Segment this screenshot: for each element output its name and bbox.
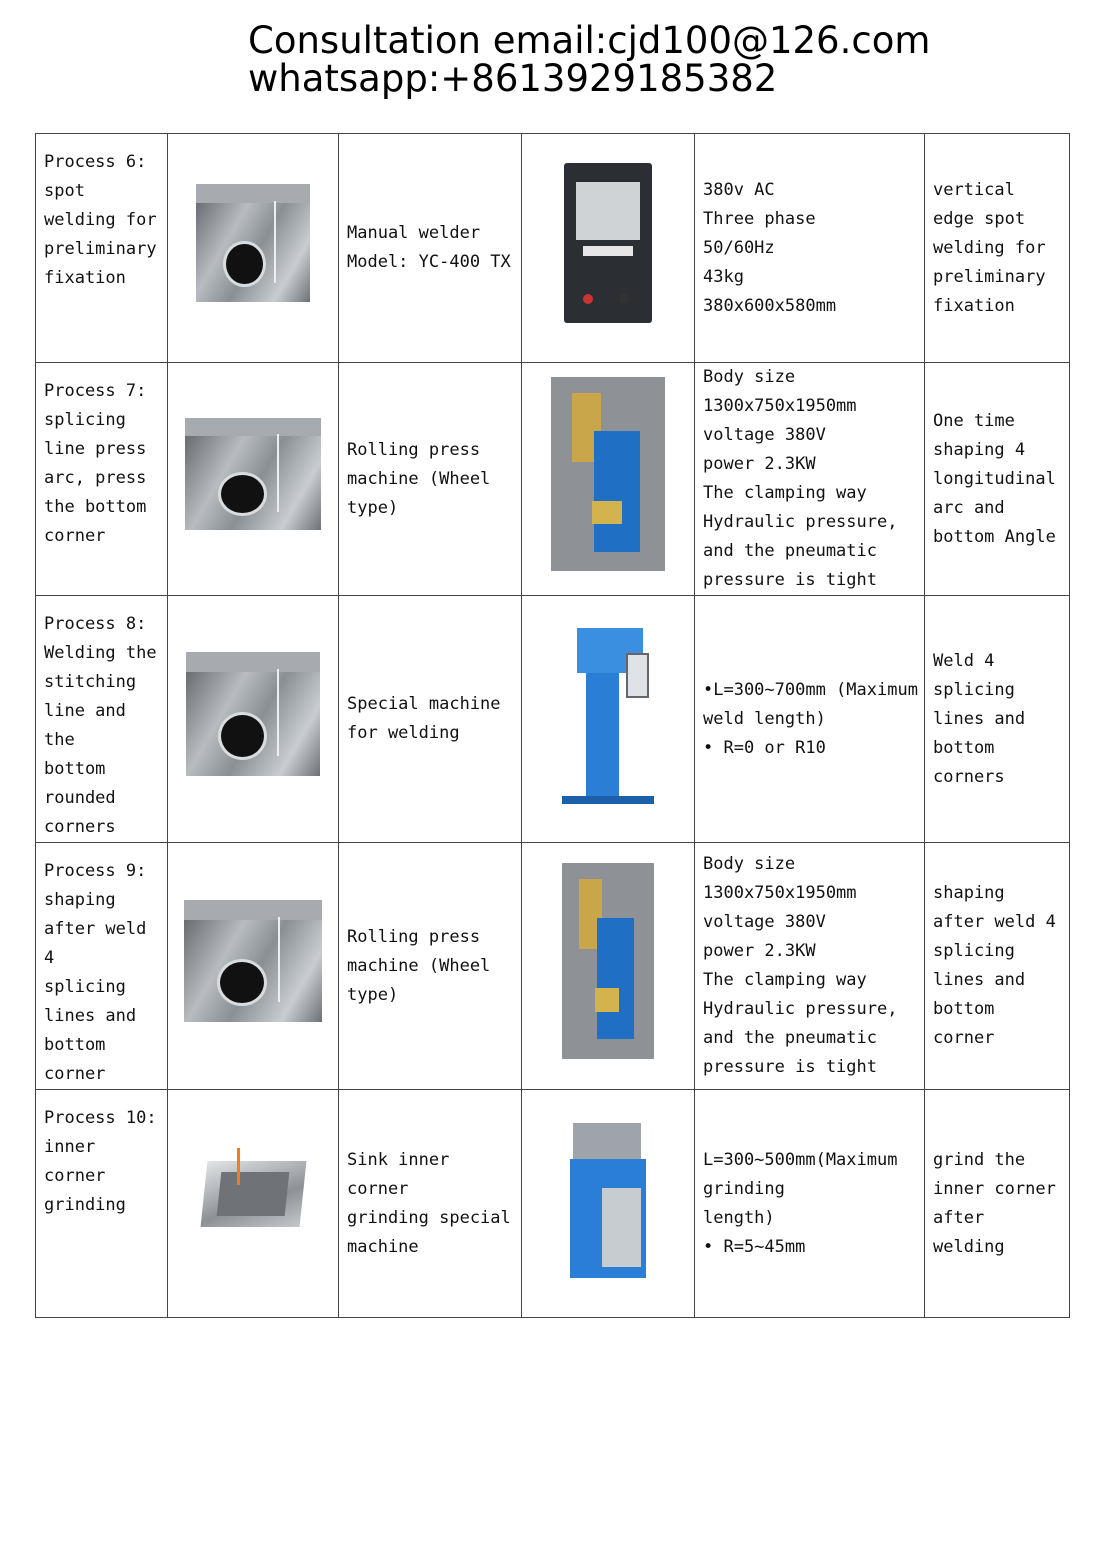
text-line: fixation [933, 295, 1015, 316]
text-line: 380v AC [703, 179, 775, 200]
steel-box-photo [185, 418, 321, 530]
process-cell [36, 843, 168, 1090]
part-image-cell [168, 843, 339, 1090]
text-line: pressure is tight [703, 570, 877, 590]
text-line: Process 7: [44, 381, 147, 401]
part-image-cell [168, 596, 339, 843]
steel-box-photo [196, 184, 310, 302]
text-line: edge spot [933, 208, 1026, 229]
specs-cell [695, 363, 925, 596]
text-line: length) [703, 1207, 775, 1228]
text-line: grinding [703, 1178, 785, 1199]
text-line: bottom [44, 1035, 106, 1055]
text-line: type) [347, 497, 399, 518]
specs-cell [695, 1090, 925, 1318]
text-line: Manual welder [347, 223, 481, 243]
machine-image-cell [522, 1090, 695, 1318]
text-line: Rolling press [347, 926, 481, 947]
text-line: Welding the [44, 643, 157, 663]
text-line: inner [44, 1137, 96, 1157]
text-line: lines and [933, 970, 1026, 990]
machine-image-cell [522, 596, 695, 843]
text-line: splicing [933, 679, 1015, 700]
steel-box-photo [184, 900, 322, 1022]
process-cell [36, 134, 168, 363]
text-line: vertical [933, 179, 1015, 200]
text-line: arc, press [44, 468, 147, 488]
text-line: stitching [44, 672, 137, 692]
text-line: lines and [933, 708, 1026, 729]
text-line: machine (Wheel [347, 468, 491, 489]
text-line: pressure is tight [703, 1057, 877, 1077]
text-line: bottom [933, 999, 995, 1019]
text-line: welding for [933, 237, 1046, 258]
machine-cell [339, 596, 522, 843]
text-line: corner [44, 526, 106, 546]
process-cell [36, 596, 168, 843]
process-row [36, 134, 1070, 363]
text-line: The clamping way [703, 483, 867, 503]
text-line: the bottom [44, 497, 147, 517]
whatsapp-line: whatsapp:+8613929185382 [248, 57, 778, 100]
text-line: Body size [703, 367, 796, 387]
text-line: Hydraulic pressure, [703, 512, 898, 532]
text-line: machine (Wheel [347, 955, 491, 976]
special-welding-machine-photo [553, 612, 663, 816]
text-line: Process 10: [44, 1108, 157, 1128]
specs-cell [695, 134, 925, 363]
text-line: spot [44, 181, 85, 201]
text-line: Model: YC-400 TX [347, 252, 511, 272]
part-image-cell [168, 134, 339, 363]
text-line: One time [933, 410, 1015, 431]
text-line: after weld 4 [933, 912, 1056, 932]
text-line: corner [44, 1064, 106, 1084]
process-cell [36, 1090, 168, 1318]
machine-cell [339, 134, 522, 363]
text-line: •L=300~700mm (Maximum [703, 679, 918, 700]
machine-cell [339, 843, 522, 1090]
text-line: grinding [44, 1195, 126, 1215]
function-cell [925, 1090, 1070, 1318]
text-line: Three phase [703, 208, 816, 229]
text-line: grind the [933, 1149, 1026, 1170]
manual-welder-photo [564, 163, 652, 323]
text-line: 1300x750x1950mm [703, 396, 857, 416]
text-line: inner corner [933, 1178, 1056, 1199]
text-line: bottom Angle [933, 526, 1056, 547]
text-line: Weld 4 [933, 650, 995, 671]
text-line: rounded [44, 788, 116, 808]
process-row [36, 1090, 1070, 1318]
machine-image-cell [522, 134, 695, 363]
text-line: corners [933, 766, 1005, 787]
text-line: grinding special [347, 1207, 511, 1228]
text-line: 43kg [703, 266, 744, 287]
text-line: Process 8: [44, 614, 147, 634]
text-line: for welding [347, 723, 460, 743]
text-line: lines and [44, 1006, 137, 1026]
text-line: line press [44, 439, 147, 459]
text-line: welding for [44, 210, 157, 230]
function-cell [925, 363, 1070, 596]
text-line: and the pneumatic [703, 1028, 877, 1048]
function-cell [925, 596, 1070, 843]
specs-cell [695, 596, 925, 843]
text-line: longitudinal [933, 468, 1056, 489]
text-line: weld length) [703, 708, 826, 729]
text-line: type) [347, 984, 399, 1005]
machine-image-cell [522, 843, 695, 1090]
process-table [35, 133, 1070, 1318]
text-line: corners [44, 817, 116, 837]
process-row [36, 843, 1070, 1090]
text-line: after [933, 1207, 985, 1228]
steel-box-photo [186, 652, 320, 776]
text-line: Process 9: [44, 861, 147, 881]
text-line: machine [347, 1236, 419, 1257]
text-line: 1300x750x1950mm [703, 883, 857, 903]
process-cell [36, 363, 168, 596]
text-line: 380x600x580mm [703, 295, 837, 316]
text-line: bottom [933, 737, 995, 758]
text-line: preliminary [44, 239, 157, 259]
text-line: corner [44, 1166, 106, 1186]
text-line: Hydraulic pressure, [703, 999, 898, 1019]
text-line: power 2.3KW [703, 941, 816, 961]
text-line: L=300~500mm(Maximum [703, 1149, 898, 1170]
email-line: Consultation email:cjd100@126.com [248, 19, 931, 62]
machine-cell [339, 363, 522, 596]
function-cell [925, 134, 1070, 363]
text-line: splicing [933, 941, 1015, 961]
text-line: splicing [44, 410, 126, 430]
text-line: Rolling press [347, 439, 481, 460]
text-line: Special machine [347, 694, 501, 714]
text-line: shaping 4 [933, 439, 1026, 460]
text-line: corner [933, 1028, 995, 1048]
text-line: power 2.3KW [703, 454, 816, 474]
text-line: shaping [933, 883, 1005, 903]
text-line: • R=0 or R10 [703, 737, 826, 758]
part-image-cell [168, 363, 339, 596]
grinding-machine-photo [560, 1109, 656, 1289]
text-line: voltage 380V [703, 912, 826, 932]
text-line: Process 6: [44, 152, 147, 172]
text-line: 50/60Hz [703, 237, 775, 258]
machine-image-cell [522, 363, 695, 596]
part-image-cell [168, 1090, 339, 1318]
text-line: Sink inner corner [347, 1149, 450, 1199]
sink-photo [188, 1144, 318, 1254]
contact-header [248, 19, 931, 100]
text-line: welding [933, 1236, 1005, 1257]
rolling-press-photo [551, 377, 665, 571]
text-line: line and the [44, 701, 126, 750]
text-line: • R=5~45mm [703, 1236, 806, 1257]
text-line: and the pneumatic [703, 541, 877, 561]
text-line: splicing [44, 977, 126, 997]
text-line: preliminary [933, 266, 1046, 287]
text-line: bottom [44, 759, 106, 779]
text-line: shaping [44, 890, 116, 910]
specs-cell [695, 843, 925, 1090]
text-line: Body size [703, 854, 796, 874]
machine-cell [339, 1090, 522, 1318]
process-row [36, 596, 1070, 843]
process-row [36, 363, 1070, 596]
rolling-press-photo [562, 863, 654, 1059]
text-line: arc and [933, 497, 1005, 518]
text-line: voltage 380V [703, 425, 826, 445]
text-line: fixation [44, 268, 126, 288]
text-line: The clamping way [703, 970, 867, 990]
function-cell [925, 843, 1070, 1090]
text-line: after weld 4 [44, 919, 147, 968]
